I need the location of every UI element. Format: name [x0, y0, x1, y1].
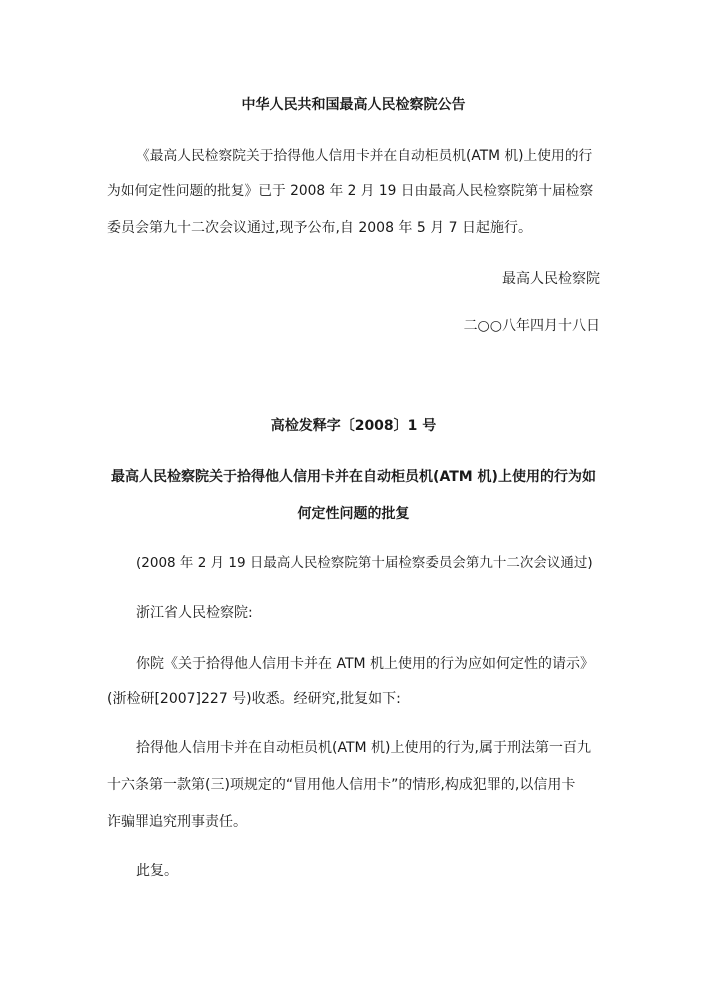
announcement-body-line-3: 委员会第九十二次会议通过,现予公布,自 2008 年 5 月 7 日起施行。 — [107, 220, 533, 236]
reply-title-line-1: 最高人民检察院关于拾得他人信用卡并在自动柜员机(ATM 机)上使用的行为如 — [111, 469, 596, 485]
reply-addressee: 浙江省人民检察院: — [136, 605, 253, 621]
reply-para1-line-2: (浙检研[2007]227 号)收悉。经研究,批复如下: — [107, 691, 401, 707]
announcement-body-line-2: 为如何定性问题的批复》已于 2008 年 2 月 19 日由最高人民检察院第十届检察 — [107, 183, 594, 199]
reply-para2-line-2: 十六条第一款第(三)项规定的“冒用他人信用卡”的情形,构成犯罪的,以信用卡 — [107, 777, 576, 793]
announcement-body-line-1: 《最高人民检察院关于拾得他人信用卡并在自动柜员机(ATM 机)上使用的行 — [136, 148, 593, 164]
document-page — [107, 0, 600, 999]
reply-para2-line-1: 拾得他人信用卡并在自动柜员机(ATM 机)上使用的行为,属于刑法第一百九 — [136, 740, 591, 756]
announcement-title: 中华人民共和国最高人民检察院公告 — [241, 97, 466, 113]
reply-adoption-note: (2008 年 2 月 19 日最高人民检察院第十届检察委员会第九十二次会议通过) — [136, 555, 593, 571]
reply-para2-line-3: 诈骗罪追究刑事责任。 — [107, 814, 247, 830]
announcement-date: 二○○八年四月十八日 — [463, 318, 600, 334]
reply-closing: 此复。 — [136, 863, 178, 879]
reply-doc-number: 高检发释字〔2008〕1 号 — [270, 418, 437, 434]
reply-para1-line-1: 你院《关于拾得他人信用卡并在 ATM 机上使用的行为应如何定性的请示》 — [136, 656, 595, 672]
reply-title-line-2: 何定性问题的批复 — [297, 506, 410, 522]
announcement-issuer: 最高人民检察院 — [502, 271, 600, 287]
